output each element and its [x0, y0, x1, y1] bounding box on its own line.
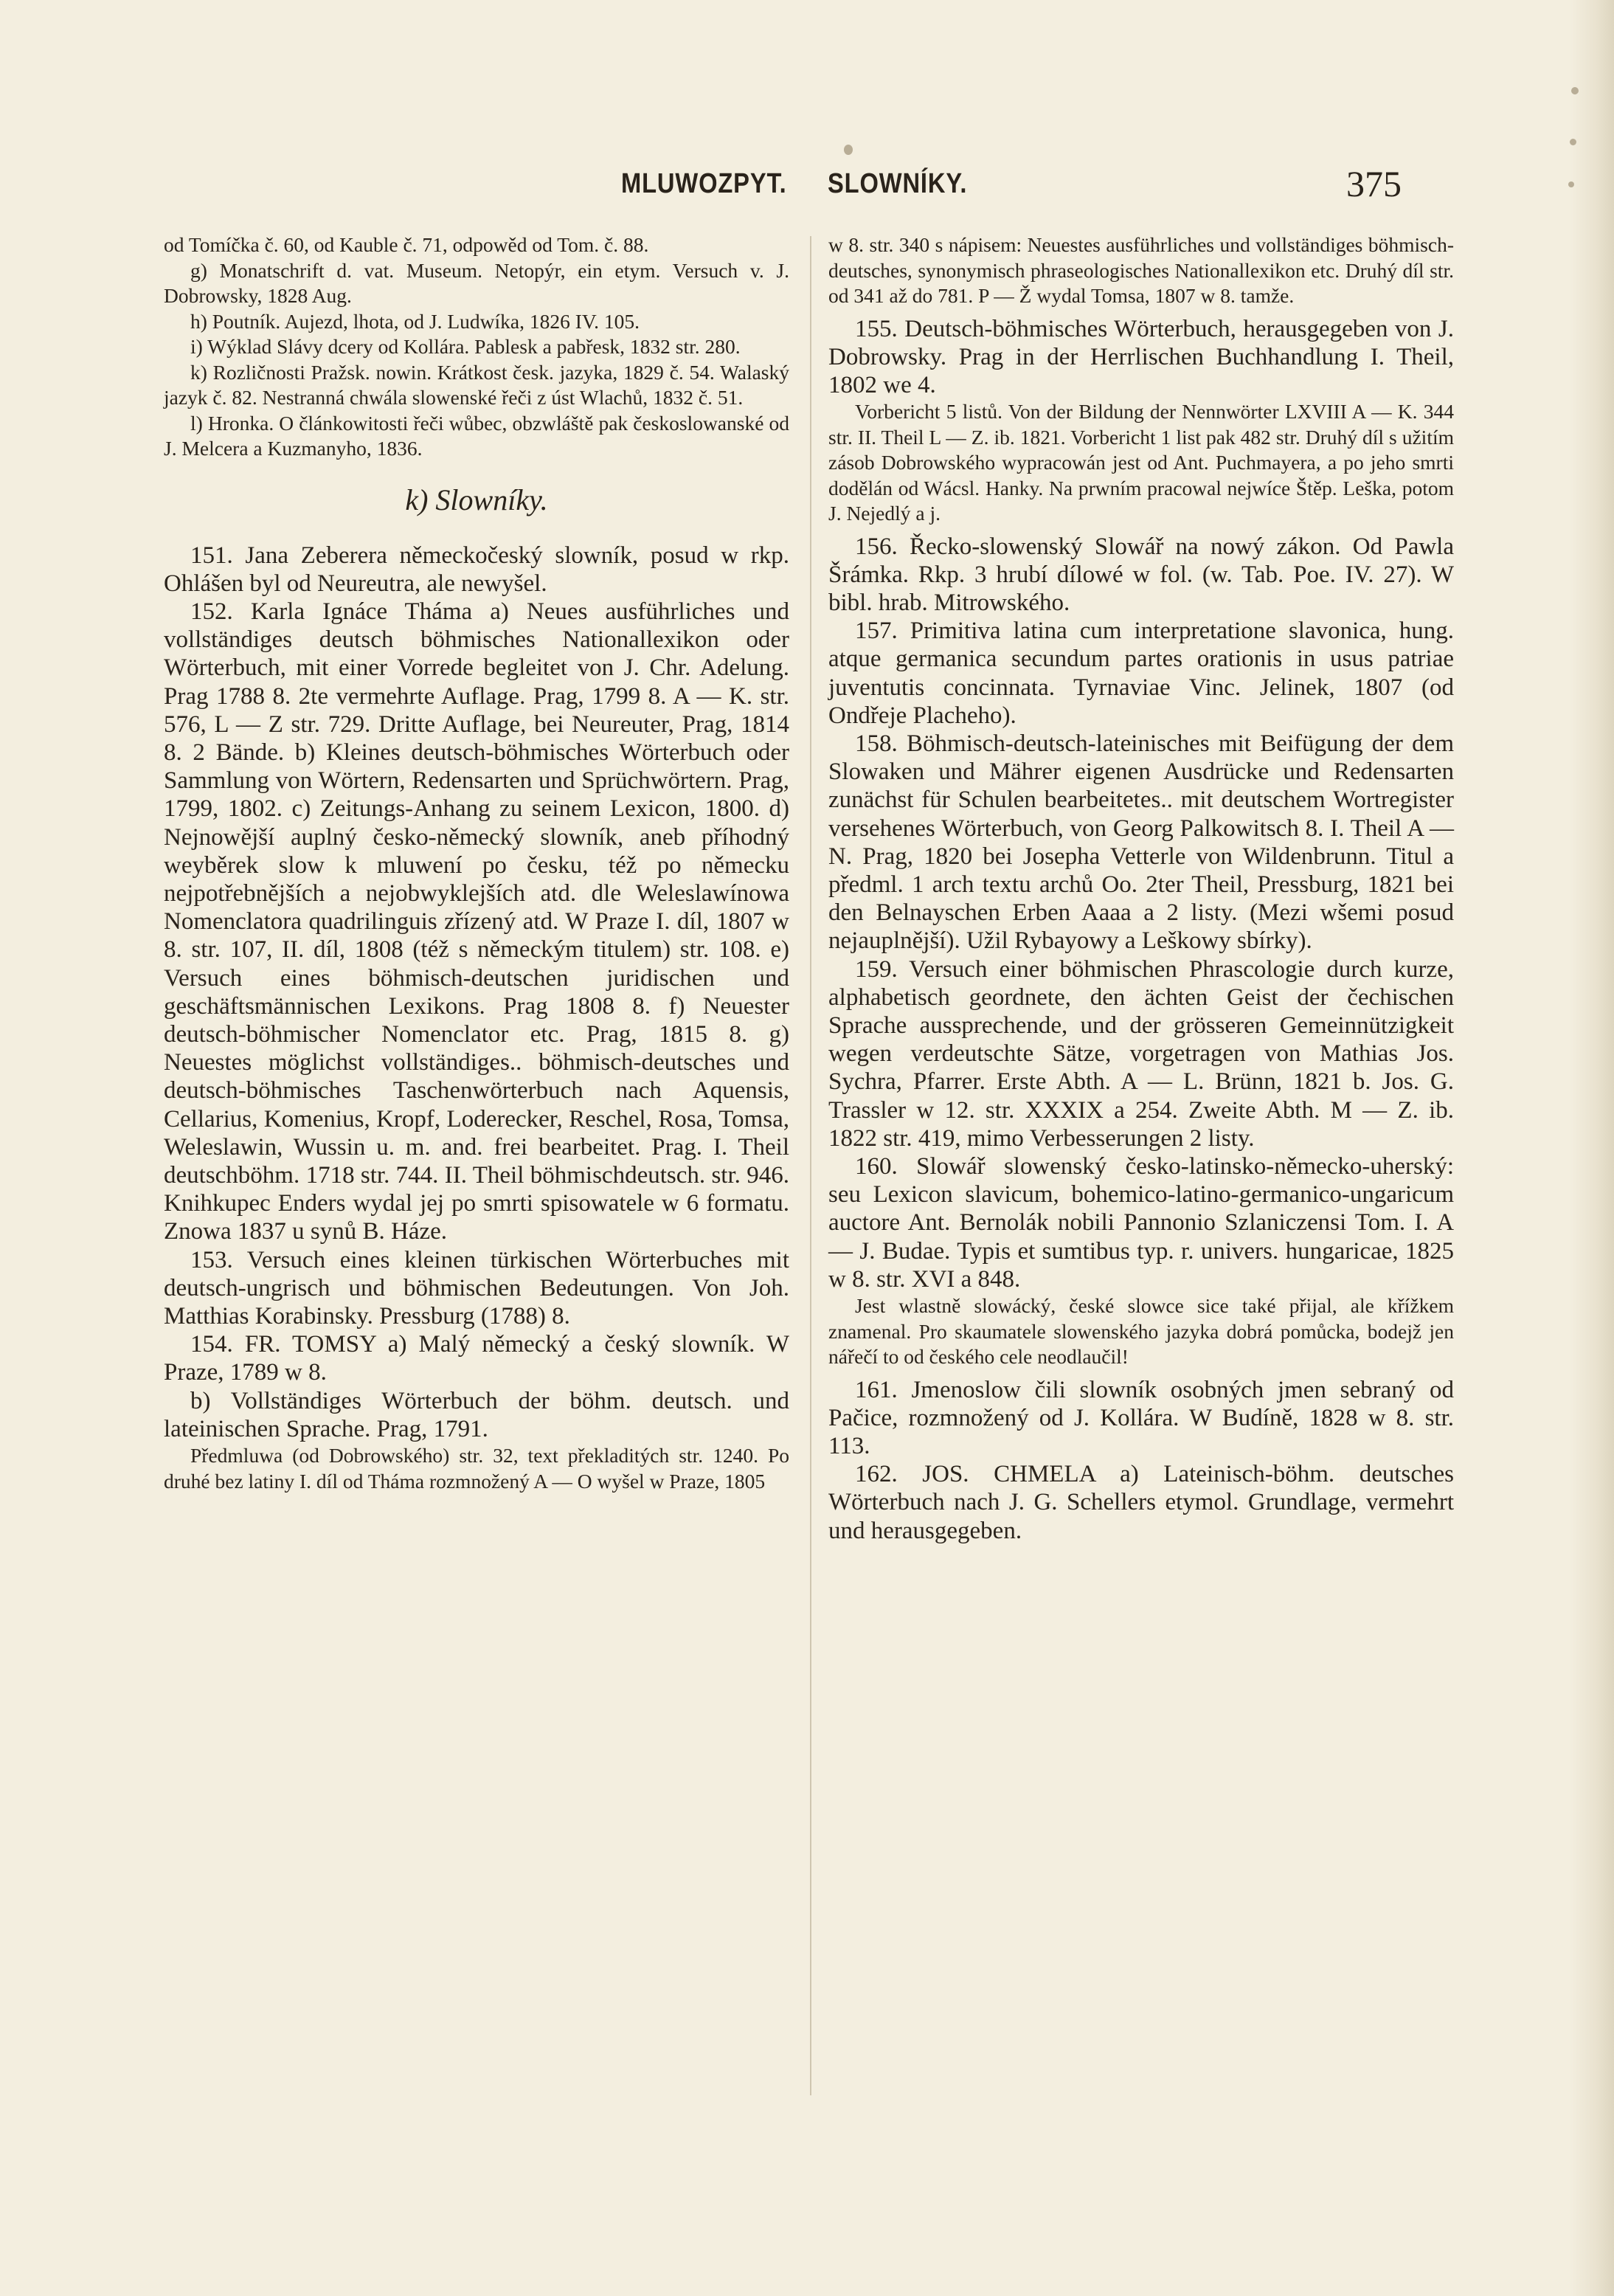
paper-speck [1571, 87, 1579, 94]
page-number: 375 [1346, 163, 1402, 204]
entry-156: 156. Řecko-slowenský Slowář na nowý zákon. Od Pawla Šrámka. Rkp. 3 hrubí dílowé w fol. (w. Tab. Poe. IV. 27). W bibl. hrab. Mitrowského. [828, 533, 1454, 617]
paper-speck [844, 145, 853, 155]
entry-158: 158. Böhmisch-deutsch-lateinisches mit Beifügung der dem Slowaken und Mährer eigenen Ausdrücke und Redensarten zunächst für Schulen bearbeitetes.. mit deutschem Wortregister versehenes Wörterbuch, von Georg Palkowitsch 8. I. Theil A — N. Prag, 1820 bei Josepha Vetterle von Wildenbrunn. Titul a předml. 1 arch textu archů Oo. 2ter Theil, Pressburg, 1821 bei den Belnayschen Erben Aaaa a 2 listy. (Mezi wšemi posud nejauplnější). Užil Rybayowy a Leškowy sbírky). [828, 730, 1454, 955]
continuation-paragraph: w 8. str. 340 s nápisem: Neuestes ausführliches und vollständiges böhmisch-deutsches, synonymisch phraseologisches Nationallexikon etc. Druhý díl str. od 341 až do 781. P — Ž wydal Tomsa, 1807 w 8. tamže. [828, 233, 1454, 307]
entry-157: 157. Primitiva latina cum interpretatione slavonica, hung. atque germanica secundum partes orationis in usus patriae juventutis concinnata. Tyrnaviae Vinc. Jelinek, 1807 (od Ondřeje Placheho). [828, 618, 1454, 729]
entry-160: 160. Slowář slowenský česko-latinsko-německo-uherský: seu Lexicon slavicum, bohemico-latino-germanico-ungaricum auctore Ant. Bernolák nobili Pannonio Szlaniczensi Tom. I. A — J. Budae. Typis et sumtibus typ. r. univers. hungaricae, 1825 w 8. str. XVI a 848. [828, 1153, 1454, 1293]
entry-162: 162. JOS. CHMELA a) Lateinisch-böhm. deutsches Wörterbuch nach J. G. Schellers etymol. Grundlage, vermehrt und herausgegeben. [828, 1461, 1454, 1544]
entry-155-note: Vorbericht 5 listů. Von der Bildung der Nennwörter LXVIII A — K. 344 str. II. Theil L — Z. ib. 1821. Vorbericht 1 list pak 482 str. Druhý díl s užitím zásob Dobrowského wypracowán jest od Ant. Puchmayera, a po jeho smrti dodělán od Wácsl. Hanky. Na prwním pracowal nejwíce Štěp. Leška, potom J. Nejedlý a j. [828, 400, 1454, 525]
entry-k-rozlicnosti: k) Rozličnosti Pražsk. nowin. Krátkost česk. jazyka, 1829 č. 54. Walaský jazyk č. 82. Nestranná chwála slowenské řeči z úst Wlachů, 1832 č. 51. [164, 360, 789, 409]
running-head-right: SLOWNÍKY. [828, 168, 968, 199]
entry-h-poutnik: h) Poutník. Aujezd, lhota, od J. Ludwíka, 1826 IV. 105. [190, 309, 640, 333]
entry-161: 161. Jmenoslow čili slowník osobných jmen sebraný od Pačice, rozmnožený od J. Kollára. W Budíně, 1828 w 8. str. 113. [828, 1376, 1454, 1459]
entry-155: 155. Deutsch-böhmisches Wörterbuch, herausgegeben von J. Dobrowsky. Prag in der Herrlischen Buchhandlung I. Theil, 1802 we 4. [828, 315, 1454, 398]
right-column [828, 232, 1454, 1545]
page-edge [1570, 0, 1614, 2296]
section-heading: k) Slowníky. [405, 483, 548, 516]
paper-speck [1570, 139, 1576, 145]
entry-154-b: b) Vollständiges Wörterbuch der böhm. deutsch. und lateinischen Sprache. Prag, 1791. [164, 1387, 789, 1442]
continuation-paragraph: od Tomíčka č. 60, od Kauble č. 71, odpowěd od Tom. č. 88. [164, 233, 649, 256]
running-head-left: MLUWOZPYT. [621, 168, 787, 199]
page-header [162, 163, 1402, 215]
left-column [164, 232, 789, 1494]
entry-153: 153. Versuch eines kleinen türkischen Wörterbuches mit deutsch-ungrisch und böhmischen Bedeutungen. Von Joh. Matthias Korabinsky. Pressburg (1788) 8. [164, 1246, 789, 1329]
entry-g-monatschrift: g) Monatschrift d. vat. Museum. Netopýr, ein etym. Versuch v. J. Dobrowsky, 1828 Aug. [164, 258, 789, 307]
entry-154-note: Předmluwa (od Dobrowského) str. 32, text překladitých str. 1240. Po druhé bez latiny I. díl od Tháma rozmnožený A — O wyšel w Praze, 1805 [164, 1444, 789, 1493]
entry-i-wyklad: i) Wýklad Slávy dcery od Kollára. Pablesk a pabřesk, 1832 str. 280. [190, 335, 741, 358]
entry-159: 159. Versuch einer böhmischen Phrascologie durch kurze, alphabetisch geordnete, den ächten Geist der čechischen Sprache aussprechende, und der grösseren Gemeinnützigkeit wegen verdeutschte Sätze, vorgetragen von Mathias Jos. Sychra, Pfarrer. Erste Abth. A — L. Brünn, 1821 b. Jos. G. Trassler w 12. str. XXXIX a 254. Zweite Abth. M — Z. ib. 1822 str. 419, mimo Verbesserungen 2 listy. [828, 955, 1454, 1152]
column-divider [810, 236, 811, 2095]
entry-154: 154. FR. TOMSY a) Malý německý a český slowník. W Praze, 1789 w 8. [164, 1331, 789, 1386]
entry-152: 152. Karla Ignáce Tháma a) Neues ausführliches und vollständiges deutsch böhmisches Nationallexikon oder Wörterbuch, mit einer Vorrede begleitet von J. Chr. Adelung. Prag 1788 8. 2te vermehrte Auflage. Prag, 1799 8. A — K. str. 576, L — Z str. 729. Dritte Auflage, bei Neureuter, Prag, 1814 8. 2 Bände. b) Kleines deutsch-böhmisches Wörterbuch oder Sammlung von Wörtern, Redensarten und Sprüchwörtern. Prag, 1799, 1802. c) Zeitungs-Anhang zu seinem Lexicon, 1800. d) Nejnowější auplný česko-německý slowník, aneb příhodný weyběrek slow k mluwení po česku, též po německu nejpotřebnějších a nejobwyklejších atd. dle Weleslawínowa Nomenclatora quadrilinguis zřízený atd. W Praze I. díl, 1807 w 8. str. 107, II. díl, 1808 (též s německým titulem) str. 108. e) Versuch eines böhmisch-deutschen juridischen und geschäftsmännischen Lexikons. Prag 1808 8. f) Neuester deutsch-böhmischer Nomenclator etc. Prag, 1815 8. g) Neuestes möglichst vollständiges.. böhmisch-deutsches und deutsch-böhmisches Taschenwörterbuch nach Aquensis, Cellarius, Komenius, Kropf, Loderecker, Reschel, Rosa, Tomsa, Weleslawin, Wussin u. m. and. frei bearbeitet. Prag. I. Theil deutschböhm. 1718 str. 744. II. Theil böhmischdeutsch. str. 946. Knihkupec Enders wydal jej po smrti spisowatele w 6 formatu. Znowa 1837 u synů B. Háze. [164, 598, 789, 1245]
entry-160-note: Jest wlastně slowácký, české slowce sice také přijal, ale křížkem znamenal. Pro skaumatele slowenského jazyka dobrá pomůcka, bodejž jen nářečí to od českého cele neodlaučil! [828, 1294, 1454, 1369]
entry-151: 151. Jana Zeberera německočeský slowník, posud w rkp. Ohlášen byl od Neureutra, ale newyšel. [164, 542, 789, 597]
paper-speck [1568, 181, 1574, 187]
entry-l-hronka: l) Hronka. O článkowitosti řeči wůbec, obzwláště pak českoslowanské od J. Melcera a Kuzmanyho, 1836. [164, 411, 789, 460]
